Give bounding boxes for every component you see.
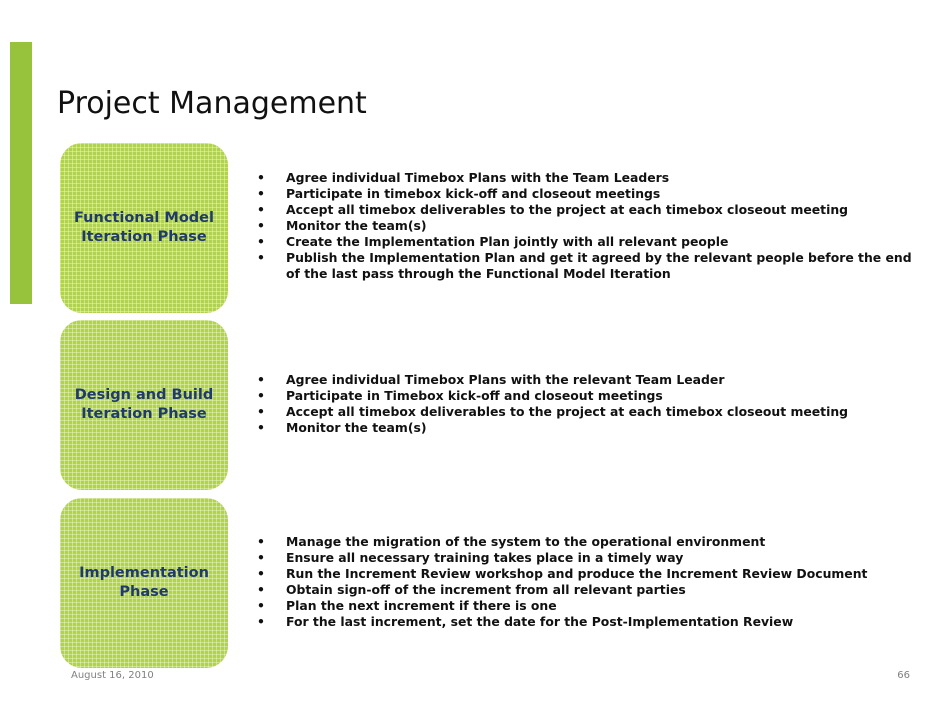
slide-title: Project Management bbox=[57, 86, 367, 121]
footer-date: August 16, 2010 bbox=[71, 670, 154, 681]
bullet-list-design-and-build bbox=[252, 372, 922, 436]
bullet-item: • Obtain sign-off of the increment from all relevant parties bbox=[252, 582, 922, 598]
bullet-item: • For the last increment, set the date for the Post-Implementation Review bbox=[252, 614, 922, 630]
bullet-item: • Ensure all necessary training takes place in a timely way bbox=[252, 550, 922, 566]
bullet-item: • Agree individual Timebox Plans with the Team Leaders bbox=[252, 170, 922, 186]
bullet-item: • Plan the next increment if there is one bbox=[252, 598, 922, 614]
bullet-item: • Participate in Timebox kick-off and closeout meetings bbox=[252, 388, 922, 404]
phase-label: Functional Model Iteration Phase bbox=[74, 210, 214, 245]
phase-box-functional-model bbox=[60, 143, 228, 313]
phase-label: Implementation Phase bbox=[79, 565, 209, 600]
bullet-item: • Create the Implementation Plan jointly with all relevant people bbox=[252, 234, 922, 250]
phase-box-design-and-build bbox=[60, 320, 228, 490]
bullet-item: • Accept all timebox deliverables to the project at each timebox closeout meeting bbox=[252, 404, 922, 420]
bullet-item: • Monitor the team(s) bbox=[252, 420, 922, 436]
bullet-list-implementation bbox=[252, 534, 922, 630]
bullet-list-functional-model bbox=[252, 170, 922, 282]
phase-box-implementation bbox=[60, 498, 228, 668]
accent-bar bbox=[10, 42, 32, 304]
page-number: 66 bbox=[897, 670, 910, 681]
bullet-item: • Monitor the team(s) bbox=[252, 218, 922, 234]
bullet-item: • Publish the Implementation Plan and get it agreed by the relevant people before the end of the last pass through the Functional Model Iteration bbox=[252, 250, 922, 282]
phase-label: Design and Build Iteration Phase bbox=[74, 387, 214, 422]
bullet-item: • Agree individual Timebox Plans with the relevant Team Leader bbox=[252, 372, 922, 388]
bullet-item: • Manage the migration of the system to the operational environment bbox=[252, 534, 922, 550]
bullet-item: • Run the Increment Review workshop and produce the Increment Review Document bbox=[252, 566, 922, 582]
bullet-item: • Accept all timebox deliverables to the project at each timebox closeout meeting bbox=[252, 202, 922, 218]
bullet-item: • Participate in timebox kick-off and closeout meetings bbox=[252, 186, 922, 202]
